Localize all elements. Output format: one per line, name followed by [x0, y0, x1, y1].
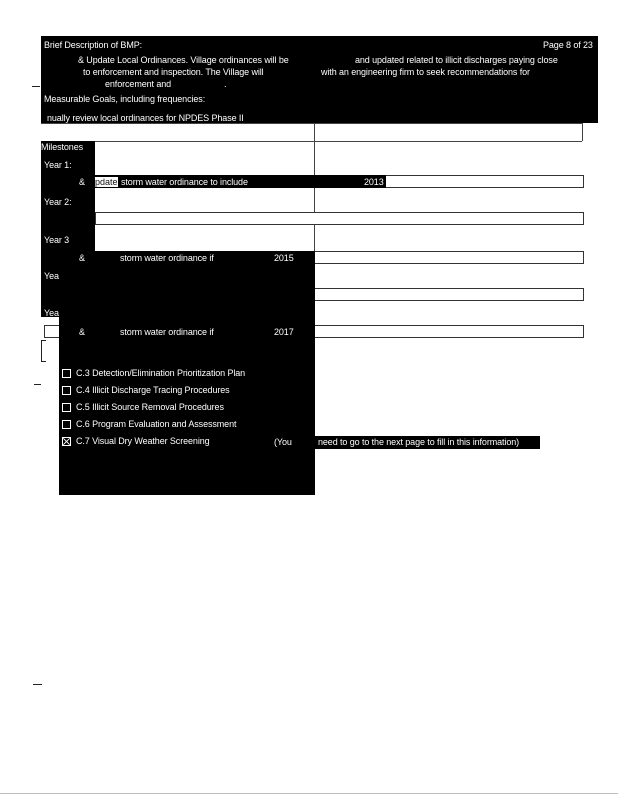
- year5-year: 2017: [274, 327, 294, 337]
- checkbox-c6[interactable]: [62, 420, 71, 429]
- checkbox-c3[interactable]: [62, 369, 71, 378]
- checklist-item-c5: C.5 Illicit Source Removal Procedures: [76, 402, 224, 412]
- year4-label: Yea: [44, 271, 59, 281]
- page-number: Page 8 of 23: [543, 40, 593, 50]
- note-right: need to go to the next page to fill in this information): [318, 437, 520, 447]
- year1-text: storm water ordinance to include: [121, 177, 248, 187]
- description-line1-right: and updated related to illicit discharges paying close: [355, 55, 558, 65]
- page-bottom-edge: [0, 793, 618, 794]
- description-line1-left: & Update Local Ordinances. Village ordinances will be: [78, 55, 289, 65]
- year2-label: Year 2:: [44, 197, 72, 207]
- year1-update-text: pdate: [95, 177, 118, 187]
- year1-year: 2013: [364, 177, 384, 187]
- checkbox-c5[interactable]: [62, 403, 71, 412]
- margin-mark-checklist: [34, 384, 41, 385]
- year3-text: storm water ordinance if: [120, 253, 214, 263]
- description-line2-right: with an engineering firm to seek recommendations for: [321, 67, 530, 77]
- table-right-border: [582, 123, 583, 141]
- year5-amp: &: [79, 327, 85, 337]
- year2-field[interactable]: [95, 212, 584, 225]
- year4-field[interactable]: [314, 288, 584, 301]
- description-line3-left: enforcement and: [105, 79, 172, 89]
- checklist-item-c3: C.3 Detection/Elimination Prioritization Plan: [76, 368, 246, 378]
- checklist-item-c4: C.4 Illicit Discharge Tracing Procedures: [76, 385, 230, 395]
- measurable-goals-label: Measurable Goals, including frequencies:: [44, 94, 206, 104]
- year3-year: 2015: [274, 253, 294, 263]
- table-line: [41, 123, 582, 124]
- description-line3-dot: .: [224, 79, 227, 89]
- year1-label: Year 1:: [44, 160, 72, 170]
- year5-label: Yea: [44, 308, 59, 318]
- margin-mark-top: [32, 86, 40, 87]
- checklist-item-c6: C.6 Program Evaluation and Assessment: [76, 419, 237, 429]
- brief-description-label: Brief Description of BMP:: [44, 40, 143, 50]
- checkbox-c7[interactable]: [62, 437, 71, 446]
- bracket-mark: [41, 340, 46, 362]
- checkbox-c4[interactable]: [62, 386, 71, 395]
- year3-amp: &: [79, 253, 85, 263]
- note-left: (You: [274, 437, 292, 447]
- milestones-label: Milestones: [41, 142, 84, 152]
- year3-label: Year 3: [44, 235, 70, 245]
- checklist-item-c7: C.7 Visual Dry Weather Screening: [76, 436, 210, 446]
- measurable-goals-text: nually review local ordinances for NPDES Phase II: [47, 113, 244, 123]
- description-line2-left: to enforcement and inspection. The Village will: [83, 67, 264, 77]
- year1-amp: &: [79, 177, 85, 187]
- table-line: [41, 141, 582, 142]
- milestones-lower-redaction: [59, 251, 315, 353]
- year3-field[interactable]: [314, 251, 584, 264]
- year5-text: storm water ordinance if: [120, 327, 214, 337]
- margin-mark-bottom: [33, 684, 42, 685]
